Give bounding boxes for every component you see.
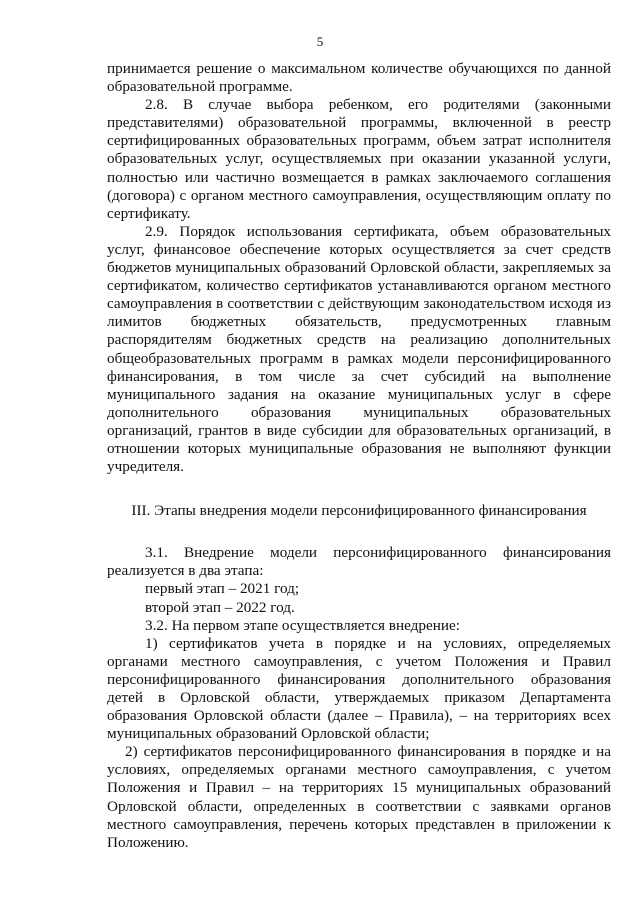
stage-one: первый этап – 2021 год; — [145, 580, 300, 598]
list-item-2: 2) сертификатов персонифицированного финансирования в порядке и на условиях, определяемых органами местного самоуправления, с учетом Положения и Правил – на территориях 15 муниципальных образований Орловской области, определенных в соответствии с заявками органов местного самоуправления, перечень которых представлен в приложении к Положению. — [107, 743, 611, 851]
list-item-1: 1) сертификатов учета в порядке и на условиях, определяемых органами местного самоуправления, с учетом Положения и Правил персонифицированного финансирования дополнительного образования детей в Орловской области, утверждаемых приказом Департамента образования Орловской области (далее – Правила), – на территориях всех муниципальных образований Орловской области; — [107, 634, 611, 743]
document-body — [107, 60, 611, 852]
section-title: III. Этапы внедрения модели персонифицированного финансирования — [131, 502, 587, 520]
page-number: 5 — [316, 34, 324, 49]
paragraph-2-8: 2.8. В случае выбора ребенком, его родителями (законными представителями) образовательной программы, включенной в реестр сертифицированных образовательных программ, объем затрат исполнителя образовательных услуг, осуществляемых при оказании указанной услуги, полностью или частично возмещается в рамках заключаемого соглашения (договора) с органом местного самоуправления, осуществляющим оплату по сертификату. — [107, 96, 611, 222]
paragraph-continuation: принимается решение о максимальном количестве обучающихся по данной образовательной программе. — [107, 60, 611, 96]
paragraph-3-2: 3.2. На первом этапе осуществляется внедрение: — [145, 616, 460, 634]
paragraph-2-9: 2.9. Порядок использования сертификата, объем образовательных услуг, финансовое обеспечение которых осуществляется за счет средств бюджетов муниципальных образований Орловской области, закрепляемых за сертификатом, количество сертификатов устанавливаются органом местного самоуправления в соответствии с действующим законодательством исходя из лимитов бюджетных обязательств, предусмотренных главным распорядителям бюджетных средств на реализацию дополнительных общеобразовательных программ в рамках модели персонифицированного финансирования, в том числе за счет субсидий на выполнение муниципального задания на оказание муниципальных услуг в сфере дополнительного образования муниципальных образовательных организаций, грантов в виде субсидии для образовательных организаций, в отношении которых муниципальные образования не выполняют функции учредителя. — [107, 222, 611, 476]
paragraph-3-1: 3.1. Внедрение модели персонифицированного финансирования реализуется в два этапа: — [107, 544, 611, 580]
stage-two: второй этап – 2022 год. — [145, 598, 295, 616]
